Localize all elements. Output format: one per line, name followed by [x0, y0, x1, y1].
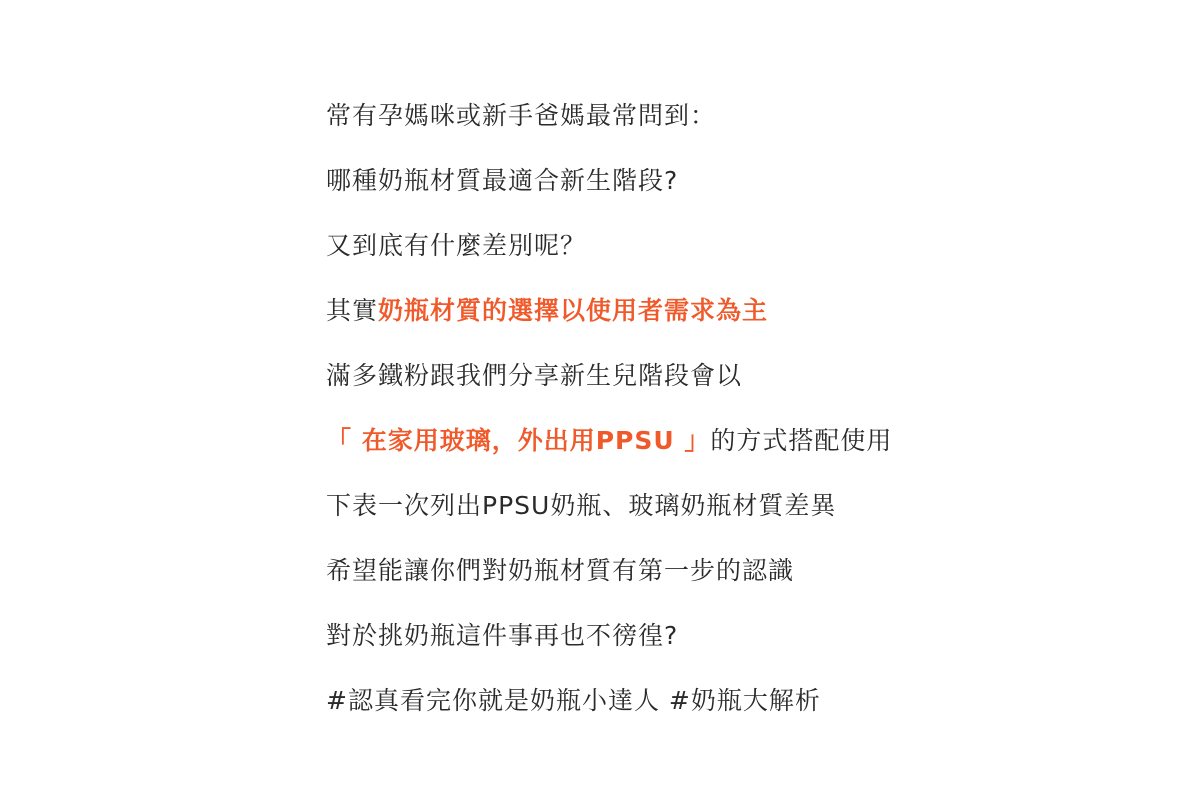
hashtags: #認真看完你就是奶瓶小達人 #奶瓶大解析 — [326, 686, 821, 715]
text-line — [326, 157, 1146, 222]
line-suffix: 的方式搭配使用 — [710, 426, 893, 455]
highlighted-text: 奶瓶材質的選擇以使用者需求為主 — [378, 296, 769, 325]
text-line — [326, 482, 1146, 547]
line-text: 又到底有什麼差別呢？ — [326, 231, 587, 260]
text-line-highlighted — [326, 287, 1146, 352]
text-line — [326, 222, 1146, 287]
line-text: 哪種奶瓶材質最適合新生階段? — [326, 166, 679, 195]
text-line — [326, 92, 1146, 157]
line-prefix: 其實 — [326, 296, 379, 325]
text-line — [326, 352, 1146, 417]
highlighted-text: 「 在家用玻璃，外出用PPSU 」 — [326, 426, 711, 455]
line-text: 下表一次列出PPSU奶瓶、玻璃奶瓶材質差異 — [326, 491, 837, 520]
hashtags-line — [326, 677, 1146, 742]
text-line — [326, 612, 1146, 677]
article-body — [326, 92, 1146, 742]
line-text: 希望能讓你們對奶瓶材質有第一步的認識 — [326, 556, 795, 585]
line-text: 對於挑奶瓶這件事再也不徬徨? — [326, 621, 679, 650]
text-line-highlighted — [326, 417, 1146, 482]
line-text: 常有孕媽咪或新手爸媽最常問到： — [326, 101, 717, 130]
text-line — [326, 547, 1146, 612]
line-text: 滿多鐵粉跟我們分享新生兒階段會以 — [326, 361, 743, 390]
